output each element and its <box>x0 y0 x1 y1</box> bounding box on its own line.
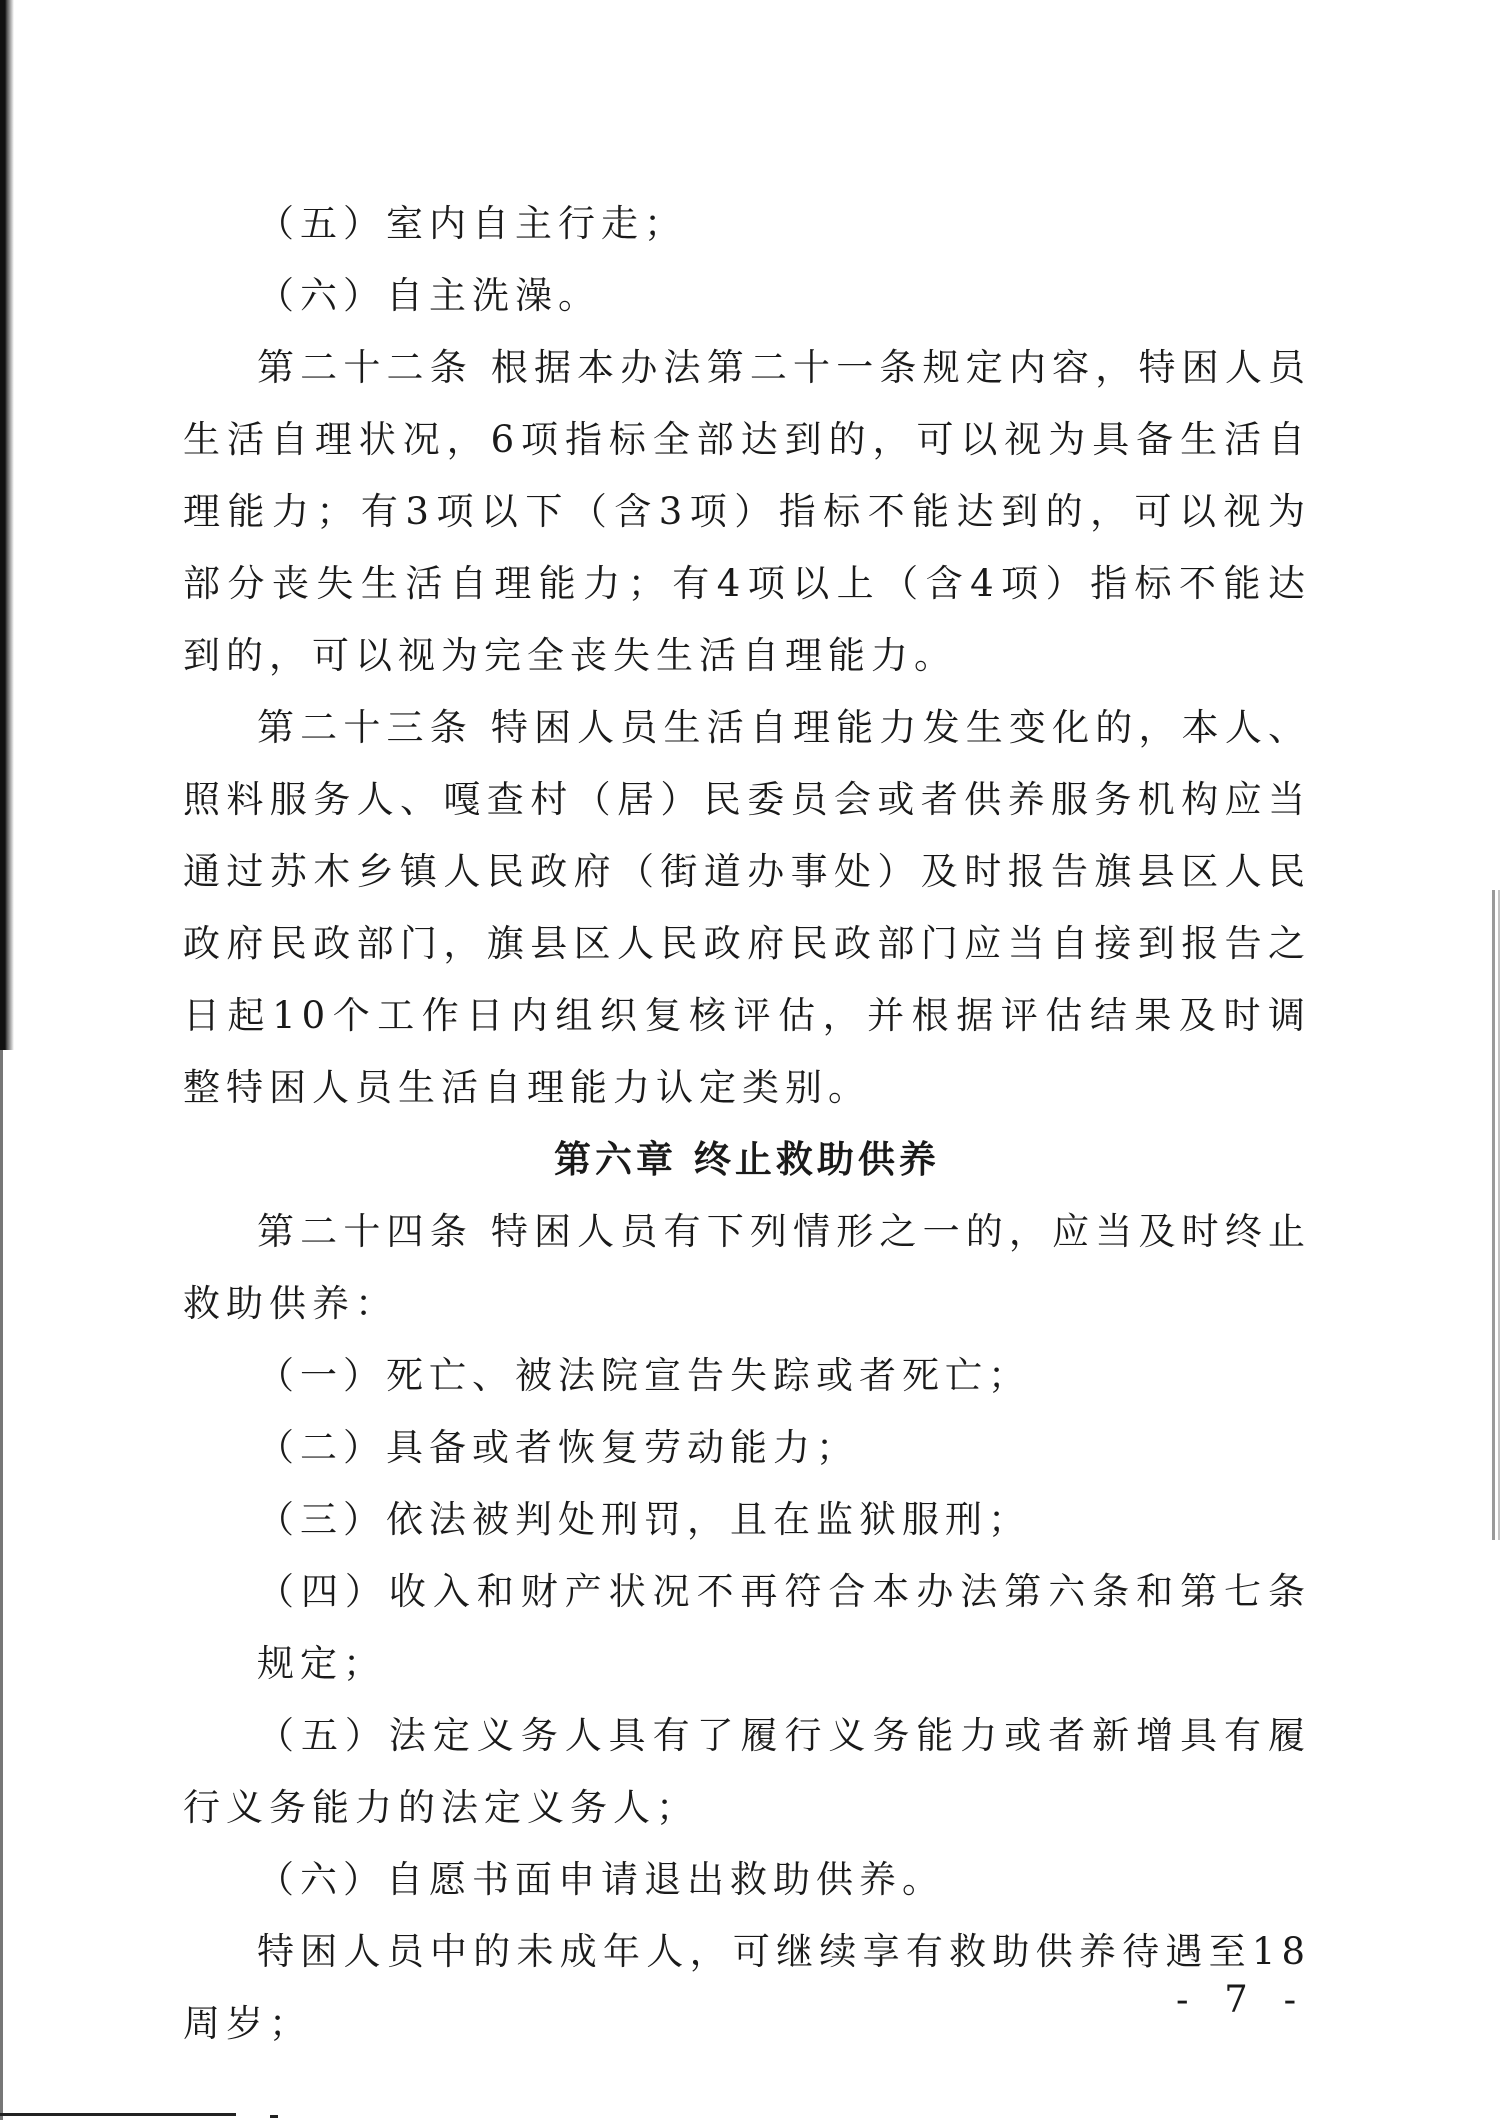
list-item-6-bathing: （六）自主洗澡。 <box>257 274 601 317</box>
chapter-6-title: 第六章 终止救助供养 <box>554 1138 940 1181</box>
article-24-item-3: （三）依法被判处刑罚，且在监狱服刑； <box>257 1498 1031 1541</box>
scan-edge-left-lower <box>0 1050 3 2120</box>
scan-mark-right-secondary <box>1498 890 1500 1540</box>
scan-rule-bottom-fragment <box>270 2115 278 2118</box>
scan-mark-right <box>1492 890 1495 1540</box>
closing-paragraph: 特困人员中的未成年人，可继续享有救助供养待遇至18周岁； <box>183 1930 1311 2045</box>
scan-edge-left <box>0 0 14 1050</box>
scan-rule-bottom <box>0 2113 236 2116</box>
article-23: 第二十三条 特困人员生活自理能力发生变化的，本人、照料服务人、嘎查村（居）民委员会或者供养服务机构应当通过苏木乡镇人民政府（街道办事处）及时报告旗县区人民政府民政部门，旗县区人民政府民政部门应当自接到报告之日起10个工作日内组织复核评估，并根据评估结果及时调整特困人员生活自理能力认定类别。 <box>183 706 1311 1109</box>
article-24-item-2: （二）具备或者恢复劳动能力； <box>257 1426 859 1469</box>
article-24-item-4: （四）收入和财产状况不再符合本办法第六条和第七条规定； <box>257 1570 1311 1685</box>
article-24-item-6: （六）自愿书面申请退出救助供养。 <box>257 1858 945 1901</box>
document-body <box>183 188 1311 2060</box>
article-24-item-5: （五）法定义务人具有了履行义务能力或者新增具有履行义务能力的法定义务人； <box>183 1714 1311 1829</box>
article-24-item-1: （一）死亡、被法院宣告失踪或者死亡； <box>257 1354 1031 1397</box>
page-number: - 7 - <box>1176 1978 1309 2021</box>
article-24: 第二十四条 特困人员有下列情形之一的，应当及时终止救助供养： <box>183 1210 1311 1325</box>
article-22: 第二十二条 根据本办法第二十一条规定内容，特困人员生活自理状况，6项指标全部达到的，可以视为具备生活自理能力；有3项以下（含3项）指标不能达到的，可以视为部分丧失生活自理能力；有4项以上（含4项）指标不能达到的，可以视为完全丧失生活自理能力。 <box>183 346 1311 677</box>
list-item-5-indoor-walking: （五）室内自主行走； <box>257 202 687 245</box>
